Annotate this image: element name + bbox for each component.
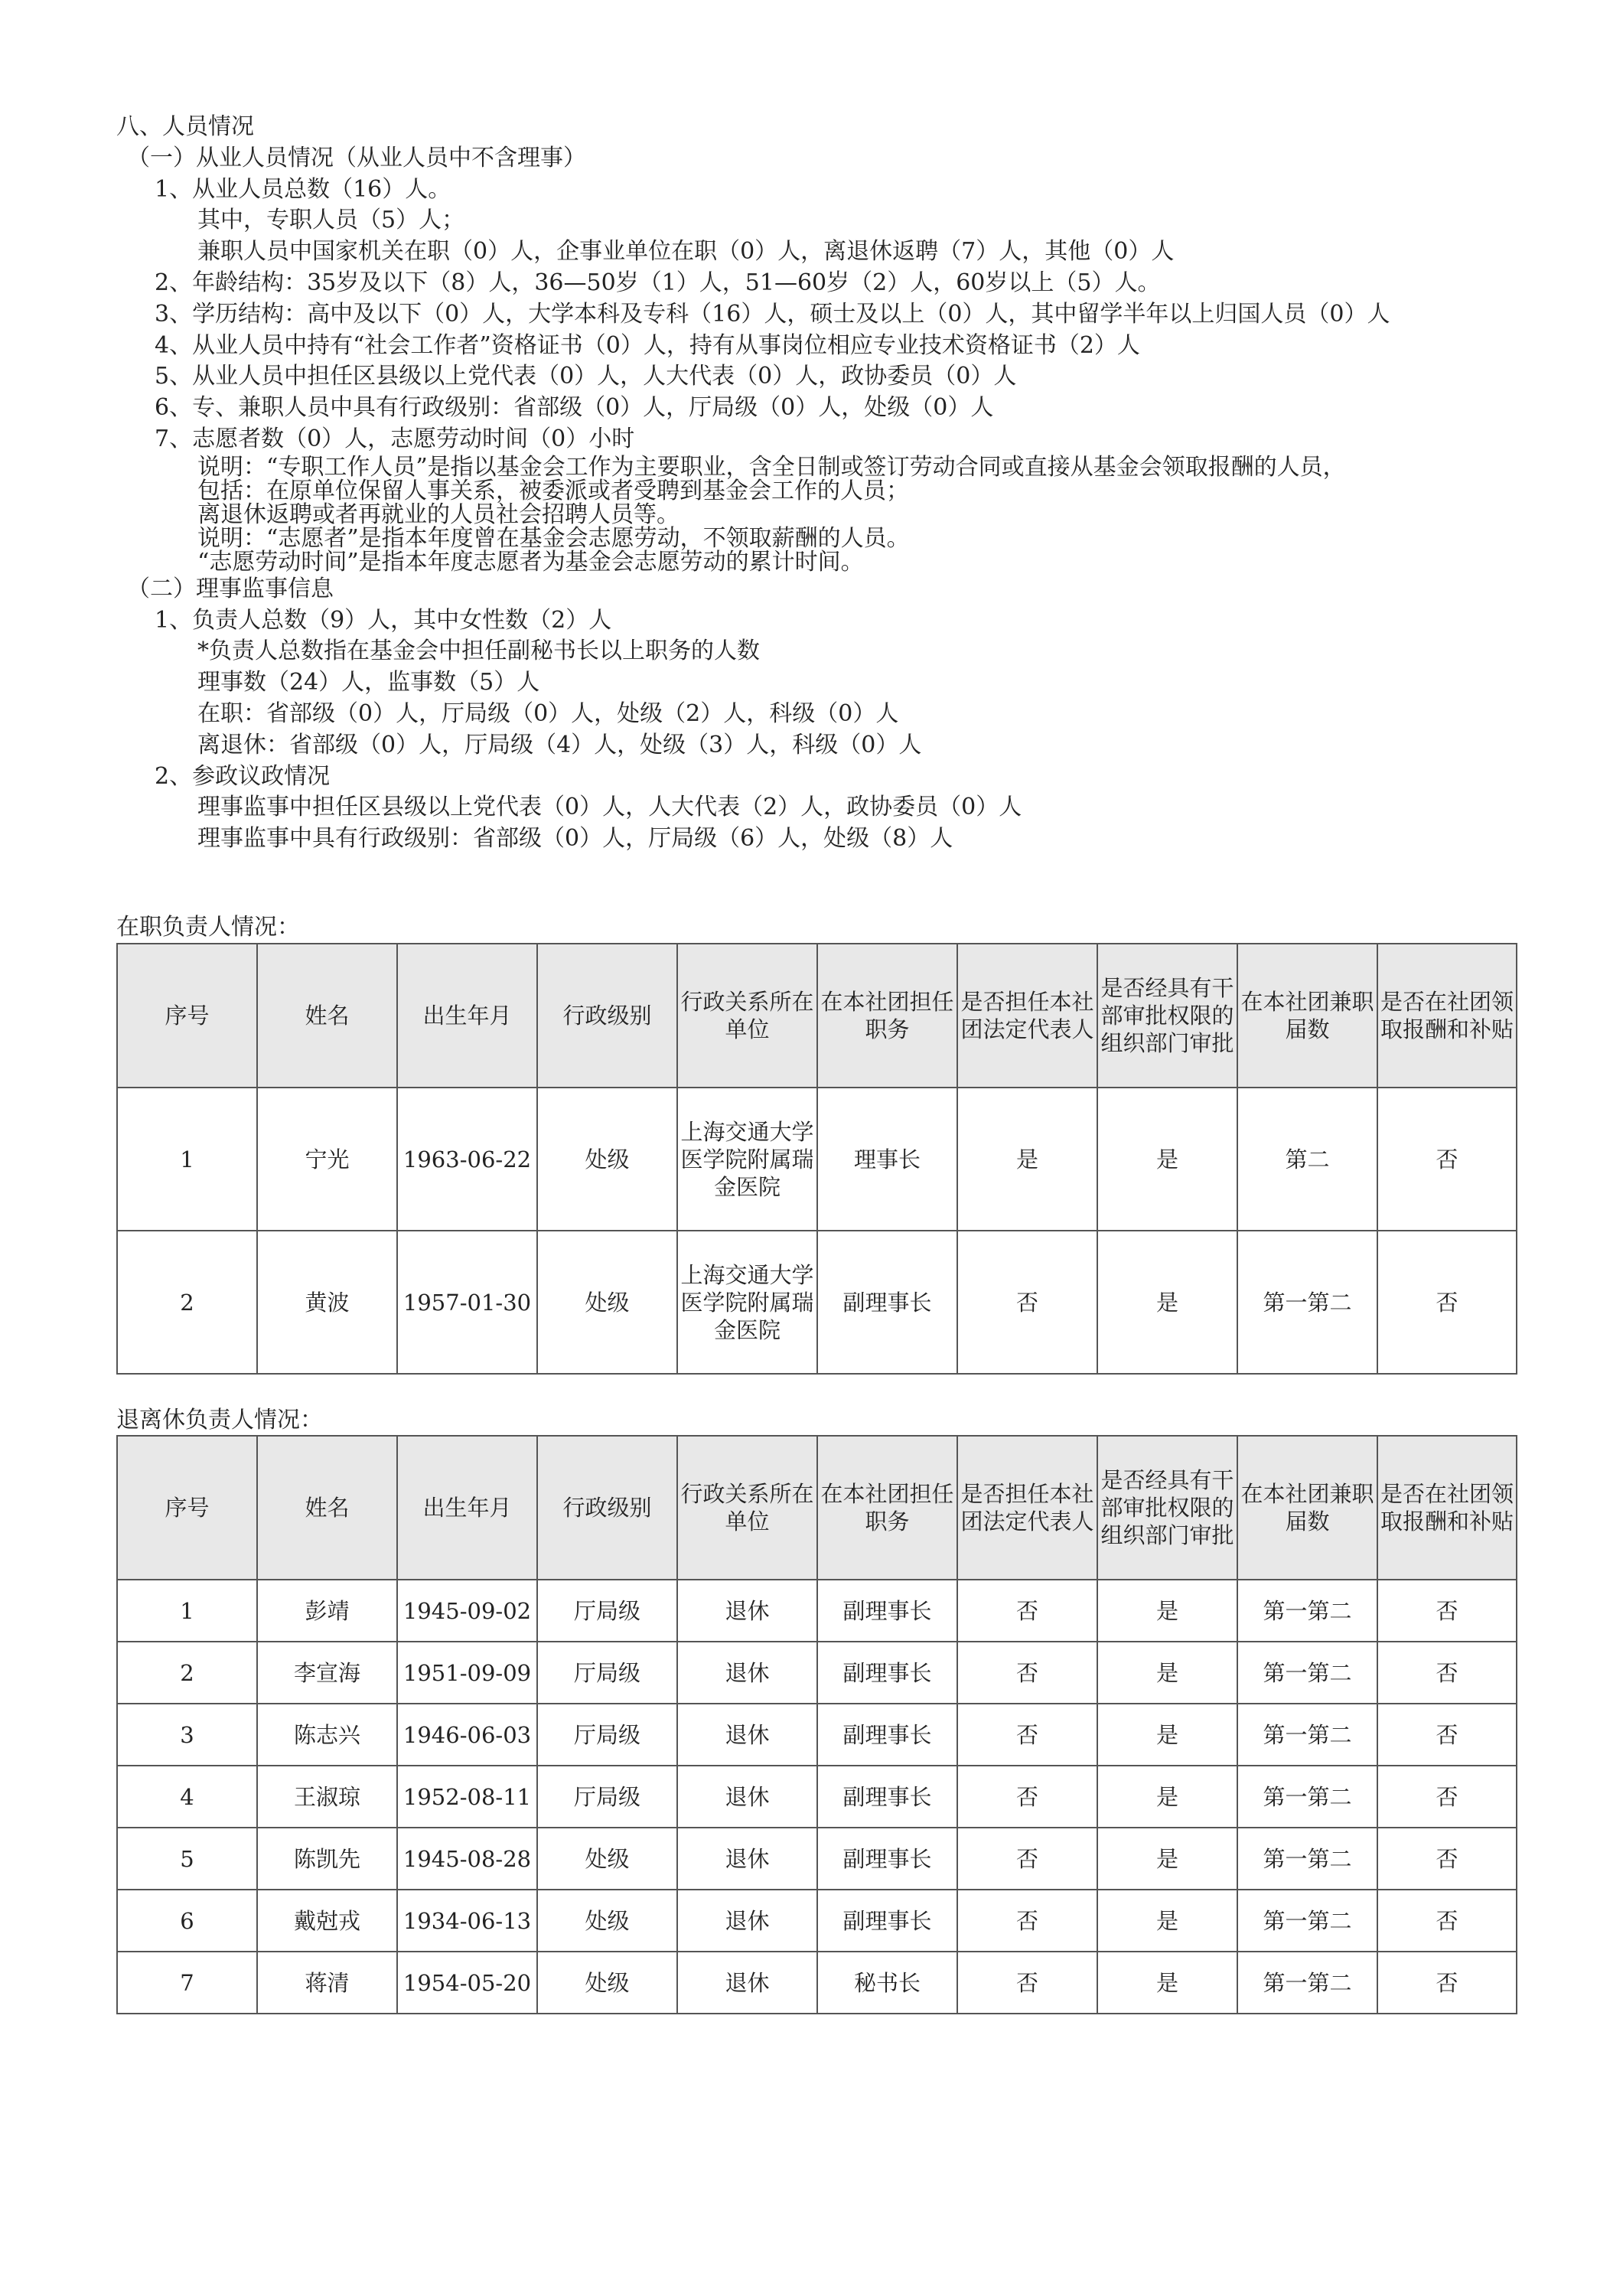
cell-col-admin-unit: 退休 (677, 1828, 817, 1890)
header-col-admin-level: 行政级别 (537, 944, 677, 1088)
cell-col-admin-unit: 退休 (677, 1580, 817, 1642)
active-leaders-table (116, 943, 1517, 1375)
table-row (117, 1580, 1517, 1642)
header-col-birth-date: 出生年月 (397, 944, 537, 1088)
header-col-name: 姓名 (257, 1436, 397, 1580)
cell-col-legal-rep: 否 (957, 1828, 1097, 1890)
cell-col-approval: 是 (1097, 1088, 1237, 1231)
cell-col-index: 5 (117, 1828, 257, 1890)
header-col-term: 在本社团兼职届数 (1237, 944, 1377, 1088)
cell-col-name: 黄波 (257, 1231, 397, 1374)
cell-col-name: 陈志兴 (257, 1704, 397, 1766)
header-col-position: 在本社团担任职务 (817, 1436, 957, 1580)
retired-table-title: 退离休负责人情况： (116, 1407, 323, 1433)
cell-col-paid: 否 (1377, 1952, 1517, 2014)
cell-col-birth-date: 1963-06-22 (397, 1088, 537, 1231)
cell-col-admin-level: 处级 (537, 1231, 677, 1374)
board-item-1-sub-1: 理事数（24）人，监事数（5）人 (197, 669, 540, 696)
cell-col-approval: 是 (1097, 1890, 1237, 1952)
cell-col-name: 彭靖 (257, 1580, 397, 1642)
cell-col-admin-level: 处级 (537, 1952, 677, 2014)
cell-col-paid: 否 (1377, 1642, 1517, 1704)
cell-col-admin-unit: 退休 (677, 1704, 817, 1766)
cell-col-position: 副理事长 (817, 1828, 957, 1890)
cell-col-name: 陈凯先 (257, 1828, 397, 1890)
cell-col-paid: 否 (1377, 1766, 1517, 1828)
header-col-paid: 是否在社团领取报酬和补贴 (1377, 1436, 1517, 1580)
header-col-birth-date: 出生年月 (397, 1436, 537, 1580)
cell-col-term: 第一第二 (1237, 1231, 1377, 1374)
cell-col-term: 第一第二 (1237, 1828, 1377, 1890)
cell-col-birth-date: 1934-06-13 (397, 1890, 537, 1952)
table-row (117, 1952, 1517, 2014)
header-col-paid: 是否在社团领取报酬和补贴 (1377, 944, 1517, 1088)
board-item-2-sub-1: 理事监事中担任区县级以上党代表（0）人，人大代表（2）人，政协委员（0）人 (197, 794, 1022, 821)
table-header-row (117, 944, 1517, 1088)
cell-col-admin-unit: 上海交通大学医学院附属瑞金医院 (677, 1231, 817, 1374)
cell-col-paid: 否 (1377, 1231, 1517, 1374)
cell-col-birth-date: 1954-05-20 (397, 1952, 537, 2014)
cell-col-paid: 否 (1377, 1828, 1517, 1890)
cell-col-legal-rep: 是 (957, 1088, 1097, 1231)
header-col-approval: 是否经具有干部审批权限的组织部门审批 (1097, 1436, 1237, 1580)
table-row (117, 1642, 1517, 1704)
employees-item-5: 5、从业人员中担任区县级以上党代表（0）人，人大代表（0）人，政协委员（0）人 (155, 363, 1017, 390)
table-row (117, 1231, 1517, 1374)
note-1-line-2: 包括：在原单位保留人事关系，被委派或者受聘到基金会工作的人员； (197, 477, 909, 504)
cell-col-term: 第一第二 (1237, 1642, 1377, 1704)
cell-col-paid: 否 (1377, 1704, 1517, 1766)
cell-col-admin-level: 厅局级 (537, 1642, 677, 1704)
cell-col-legal-rep: 否 (957, 1890, 1097, 1952)
board-item-1-sub-2: 在职：省部级（0）人，厅局级（0）人，处级（2）人，科级（0）人 (197, 700, 899, 727)
board-item-1-sub-3: 离退休：省部级（0）人，厅局级（4）人，处级（3）人，科级（0）人 (197, 731, 922, 758)
cell-col-approval: 是 (1097, 1704, 1237, 1766)
cell-col-name: 王淑琼 (257, 1766, 397, 1828)
cell-col-index: 4 (117, 1766, 257, 1828)
cell-col-position: 秘书长 (817, 1952, 957, 2014)
section-title: 八、人员情况 (116, 113, 254, 140)
table-row (117, 1766, 1517, 1828)
cell-col-term: 第一第二 (1237, 1704, 1377, 1766)
cell-col-position: 副理事长 (817, 1704, 957, 1766)
cell-col-birth-date: 1957-01-30 (397, 1231, 537, 1374)
cell-col-admin-level: 处级 (537, 1088, 677, 1231)
cell-col-admin-unit: 退休 (677, 1890, 817, 1952)
board-item-2-sub-2: 理事监事中具有行政级别：省部级（0）人，厅局级（6）人，处级（8）人 (197, 825, 953, 853)
cell-col-birth-date: 1951-09-09 (397, 1642, 537, 1704)
board-item-1: 1、负责人总数（9）人，其中女性数（2）人 (155, 606, 612, 634)
cell-col-paid: 否 (1377, 1580, 1517, 1642)
active-table-title: 在职负责人情况： (116, 914, 300, 941)
table-row (117, 1890, 1517, 1952)
personnel-section (116, 112, 1570, 855)
cell-col-approval: 是 (1097, 1231, 1237, 1374)
cell-col-term: 第一第二 (1237, 1766, 1377, 1828)
cell-col-name: 戴尅戎 (257, 1890, 397, 1952)
header-col-legal-rep: 是否担任本社团法定代表人 (957, 944, 1097, 1088)
cell-col-birth-date: 1952-08-11 (397, 1766, 537, 1828)
employees-item-3: 3、学历结构：高中及以下（0）人，大学本科及专科（16）人，硕士及以上（0）人，其中留学半年以上归国人员（0）人 (155, 300, 1390, 328)
cell-col-admin-unit: 退休 (677, 1642, 817, 1704)
cell-col-legal-rep: 否 (957, 1766, 1097, 1828)
cell-col-admin-level: 厅局级 (537, 1766, 677, 1828)
cell-col-approval: 是 (1097, 1828, 1237, 1890)
header-col-approval: 是否经具有干部审批权限的组织部门审批 (1097, 944, 1237, 1088)
cell-col-index: 1 (117, 1088, 257, 1231)
note-1-line-1: 说明：“专职工作人员”是指以基金会工作为主要职业，含全日制或签订劳动合同或直接从基金会领取报酬的人员， (197, 453, 1346, 481)
cell-col-approval: 是 (1097, 1952, 1237, 2014)
cell-col-position: 副理事长 (817, 1231, 957, 1374)
cell-col-name: 李宣海 (257, 1642, 397, 1704)
cell-col-index: 1 (117, 1580, 257, 1642)
header-col-term: 在本社团兼职届数 (1237, 1436, 1377, 1580)
employees-item-1: 1、从业人员总数（16）人。 (155, 175, 451, 203)
cell-col-position: 副理事长 (817, 1642, 957, 1704)
cell-col-legal-rep: 否 (957, 1642, 1097, 1704)
cell-col-index: 7 (117, 1952, 257, 2014)
cell-col-legal-rep: 否 (957, 1580, 1097, 1642)
table-row (117, 1704, 1517, 1766)
cell-col-legal-rep: 否 (957, 1952, 1097, 2014)
cell-col-approval: 是 (1097, 1766, 1237, 1828)
board-item-1-note: *负责人总数指在基金会中担任副秘书长以上职务的人数 (197, 638, 760, 665)
header-col-legal-rep: 是否担任本社团法定代表人 (957, 1436, 1097, 1580)
header-col-admin-unit: 行政关系所在单位 (677, 1436, 817, 1580)
cell-col-term: 第一第二 (1237, 1952, 1377, 2014)
cell-col-term: 第一第二 (1237, 1890, 1377, 1952)
cell-col-paid: 否 (1377, 1890, 1517, 1952)
employees-heading: （一）从业人员情况（从业人员中不含理事） (127, 144, 586, 171)
cell-col-position: 理事长 (817, 1088, 957, 1231)
cell-col-approval: 是 (1097, 1580, 1237, 1642)
cell-col-index: 2 (117, 1642, 257, 1704)
cell-col-birth-date: 1946-06-03 (397, 1704, 537, 1766)
cell-col-paid: 否 (1377, 1088, 1517, 1231)
cell-col-legal-rep: 否 (957, 1231, 1097, 1374)
employees-item-4: 4、从业人员中持有“社会工作者”资格证书（0）人，持有从事岗位相应专业技术资格证书（2）人 (155, 331, 1140, 359)
cell-col-admin-level: 厅局级 (537, 1580, 677, 1642)
cell-col-position: 副理事长 (817, 1890, 957, 1952)
employees-item-6: 6、专、兼职人员中具有行政级别：省部级（0）人，厅局级（0）人，处级（0）人 (155, 394, 994, 422)
cell-col-index: 2 (117, 1231, 257, 1374)
header-col-position: 在本社团担任职务 (817, 944, 957, 1088)
cell-col-birth-date: 1945-09-02 (397, 1580, 537, 1642)
header-col-index: 序号 (117, 1436, 257, 1580)
note-2-line-1: 说明：“志愿者”是指本年度曾在基金会志愿劳动，不领取薪酬的人员。 (197, 524, 910, 552)
cell-col-position: 副理事长 (817, 1580, 957, 1642)
table-header-row (117, 1436, 1517, 1580)
cell-col-position: 副理事长 (817, 1766, 957, 1828)
cell-col-name: 宁光 (257, 1088, 397, 1231)
cell-col-admin-level: 厅局级 (537, 1704, 677, 1766)
cell-col-admin-unit: 退休 (677, 1952, 817, 2014)
cell-col-name: 蒋清 (257, 1952, 397, 2014)
employees-item-2: 2、年龄结构：35岁及以下（8）人，36—50岁（1）人，51—60岁（2）人，60岁以上（5）人。 (155, 269, 1161, 296)
header-col-admin-level: 行政级别 (537, 1436, 677, 1580)
employees-item-1-sub-1: 其中，专职人员（5）人； (197, 207, 465, 234)
cell-col-index: 3 (117, 1704, 257, 1766)
cell-col-legal-rep: 否 (957, 1704, 1097, 1766)
board-heading: （二）理事监事信息 (127, 575, 334, 602)
table-row (117, 1088, 1517, 1231)
cell-col-admin-level: 处级 (537, 1890, 677, 1952)
cell-col-admin-level: 处级 (537, 1828, 677, 1890)
cell-col-admin-unit: 退休 (677, 1766, 817, 1828)
cell-col-birth-date: 1945-08-28 (397, 1828, 537, 1890)
table-row (117, 1828, 1517, 1890)
header-col-name: 姓名 (257, 944, 397, 1088)
board-item-2: 2、参政议政情况 (155, 762, 331, 790)
cell-col-approval: 是 (1097, 1642, 1237, 1704)
cell-col-term: 第二 (1237, 1088, 1377, 1231)
note-2-line-2: “志愿劳动时间”是指本年度志愿者为基金会志愿劳动的累计时间。 (197, 548, 864, 576)
cell-col-admin-unit: 上海交通大学医学院附属瑞金医院 (677, 1088, 817, 1231)
note-1-line-3: 离退休返聘或者再就业的人员社会招聘人员等。 (197, 501, 680, 528)
employees-item-1-sub-2: 兼职人员中国家机关在职（0）人，企事业单位在职（0）人，离退休返聘（7）人，其他（0）人 (197, 238, 1175, 266)
retired-leaders-table (116, 1435, 1517, 2014)
header-col-admin-unit: 行政关系所在单位 (677, 944, 817, 1088)
employees-item-7: 7、志愿者数（0）人，志愿劳动时间（0）小时 (155, 425, 635, 452)
cell-col-index: 6 (117, 1890, 257, 1952)
cell-col-term: 第一第二 (1237, 1580, 1377, 1642)
header-col-index: 序号 (117, 944, 257, 1088)
